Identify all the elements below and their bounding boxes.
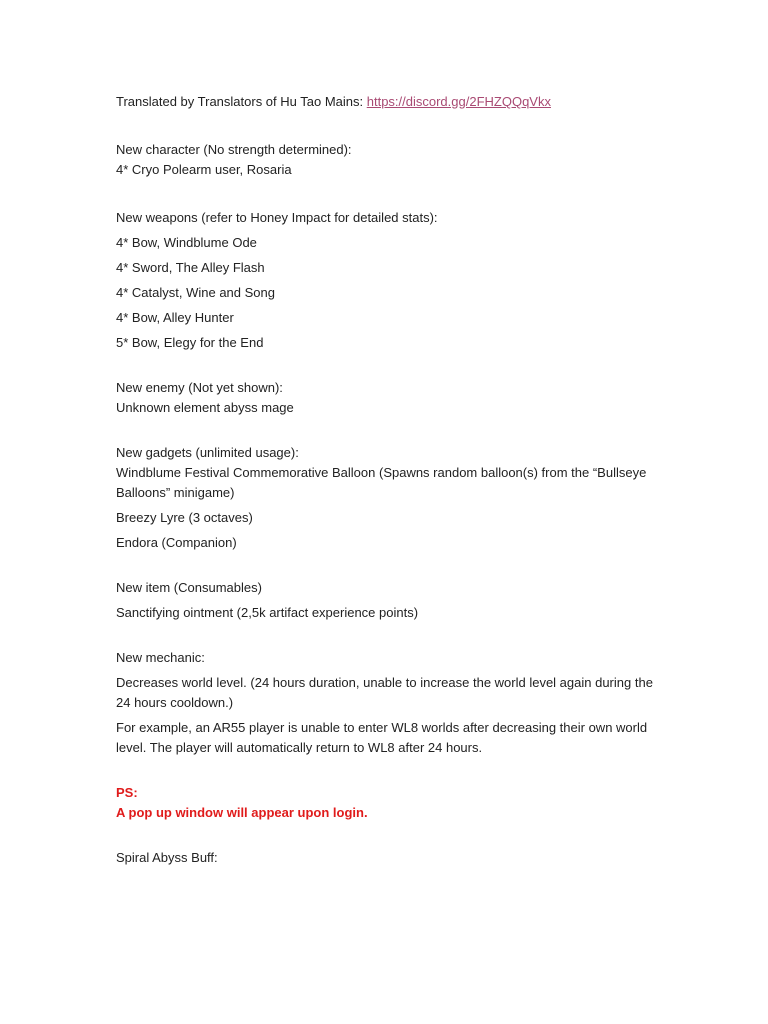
gadgets-heading: New gadgets (unlimited usage): [116,445,299,460]
translator-credit [116,92,656,112]
document-body [116,92,656,868]
enemy-item: Unknown element abyss mage [116,400,294,415]
gadget-item: Breezy Lyre (3 octaves) [116,510,253,525]
item-entry: Sanctifying ointment (2,5k artifact experience points) [116,605,419,620]
credit-prefix: Translated by Translators of Hu Tao Mains: [116,94,367,109]
weapon-item: 4* Bow, Windblume Ode [116,235,257,250]
weapon-item: 4* Catalyst, Wine and Song [116,285,275,300]
weapons-heading: New weapons (refer to Honey Impact for detailed stats): [116,210,438,225]
gadget-item: Endora (Companion) [116,535,237,550]
abyss-heading: Spiral Abyss Buff: [116,850,218,865]
character-heading: New character (No strength determined): [116,142,352,157]
mechanic-heading: New mechanic: [116,650,205,665]
enemy-heading: New enemy (Not yet shown): [116,380,283,395]
weapon-item: 4* Bow, Alley Hunter [116,310,234,325]
weapon-item: 5* Bow, Elegy for the End [116,335,264,350]
gadget-item: Windblume Festival Commemorative Balloon (Spawns random balloon(s) from the “Bullseye Balloons” minigame) [116,465,647,500]
mechanic-paragraph: Decreases world level. (24 hours duration, unable to increase the world level again during the 24 hours cooldown.) [116,675,653,710]
mechanic-paragraph: For example, an AR55 player is unable to enter WL8 worlds after decreasing their own world level. The player will automatically return to WL8 after 24 hours. [116,720,648,755]
weapon-item: 4* Sword, The Alley Flash [116,260,265,275]
item-heading: New item (Consumables) [116,580,262,595]
character-item: 4* Cryo Polearm user, Rosaria [116,162,292,177]
discord-link[interactable]: https://discord.gg/2FHZQQqVkx [366,94,551,109]
ps-label: PS: [116,785,138,800]
ps-text: A pop up window will appear upon login. [116,805,368,820]
